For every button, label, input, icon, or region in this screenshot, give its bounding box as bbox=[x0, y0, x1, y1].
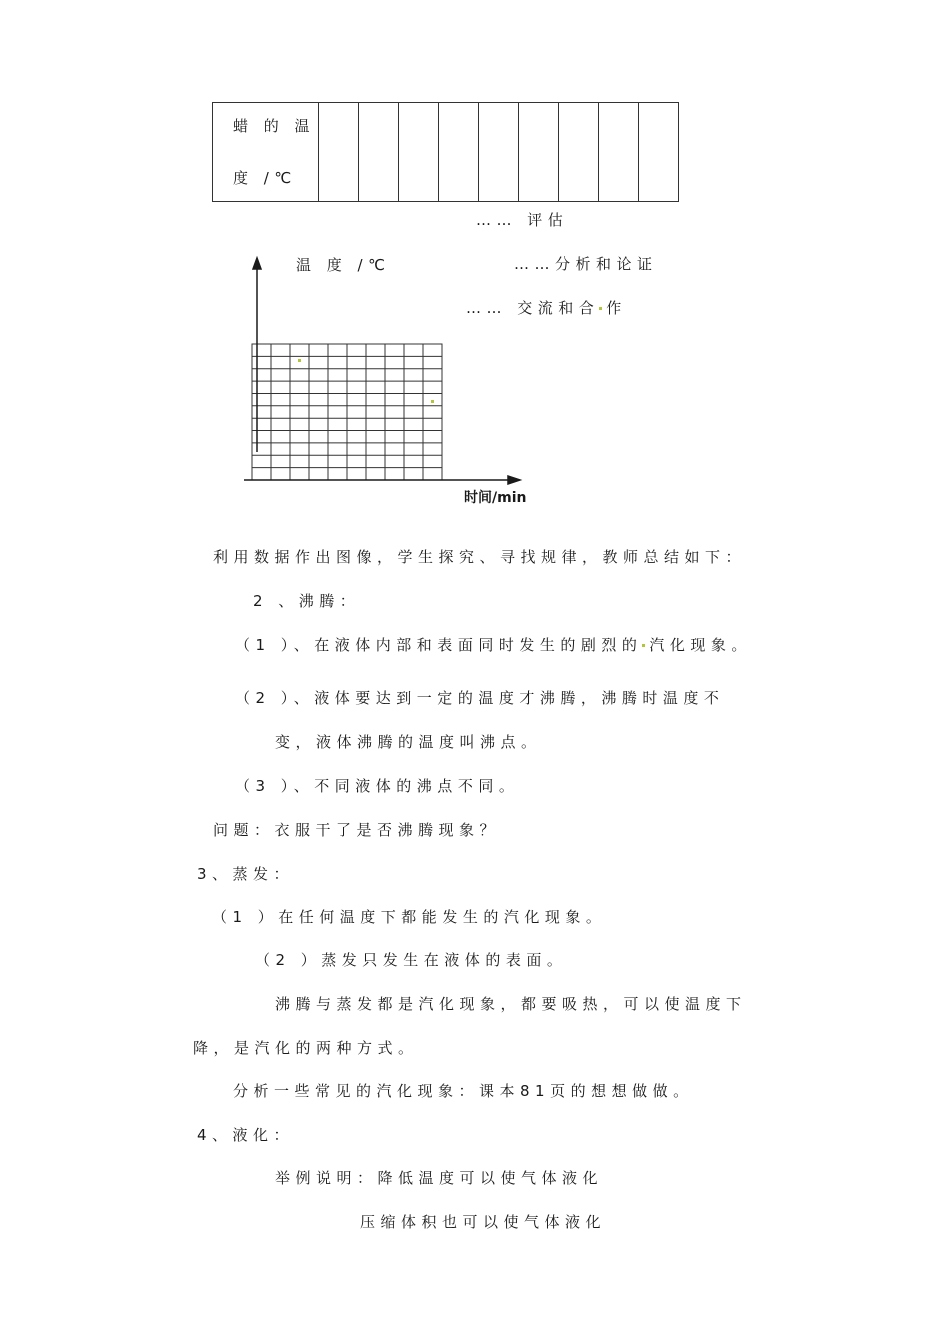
question: 问题：衣服干了是否沸腾现象？ bbox=[213, 821, 501, 839]
boiling-point-2-line-2: 变，液体沸腾的温度叫沸点。 bbox=[275, 733, 542, 751]
boiling-point-2-line-1: （2 ）、液体要达到一定的温度才沸腾，沸腾时温度不 bbox=[235, 689, 725, 707]
boiling-point-3: （3 ）、不同液体的沸点不同。 bbox=[235, 777, 520, 795]
table-cell bbox=[399, 103, 439, 202]
table-cell bbox=[479, 103, 519, 202]
comparison-line-2: 降，是汽化的两种方式。 bbox=[193, 1039, 419, 1057]
table-row bbox=[213, 103, 679, 202]
graph-grid bbox=[252, 344, 442, 480]
evaporation-point-1: （1 ）在任何温度下都能发生的汽化现象。 bbox=[212, 908, 607, 926]
y-axis-arrow bbox=[253, 258, 261, 269]
step-exchange-suffix: 作 bbox=[606, 299, 627, 317]
table-cell bbox=[639, 103, 679, 202]
table-cell bbox=[439, 103, 479, 202]
textbook-activity: 分析一些常见的汽化现象：课本81页的想想做做。 bbox=[233, 1082, 694, 1100]
boiling-point-1 bbox=[235, 635, 752, 655]
paragraph-summary: 利用数据作出图像，学生探究、寻找规律，教师总结如下： bbox=[213, 548, 747, 566]
graph-x-label: 时间/min bbox=[464, 490, 527, 506]
table-cell bbox=[519, 103, 559, 202]
table-cell bbox=[559, 103, 599, 202]
table-header-line-1: 蜡 的 温 bbox=[233, 117, 316, 135]
marker-dot bbox=[642, 644, 645, 647]
liquefaction-example-2: 压缩体积也可以使气体液化 bbox=[360, 1213, 607, 1231]
table-header-line-2: 度 /℃ bbox=[233, 169, 297, 187]
marker-dot bbox=[599, 307, 602, 310]
heading-boiling: 2 、沸腾： bbox=[253, 592, 361, 610]
comparison-line-1: 沸腾与蒸发都是汽化现象，都要吸热，可以使温度下 bbox=[275, 995, 747, 1013]
graph-y-label: 温 度 /℃ bbox=[296, 256, 391, 274]
heading-evaporation: 3、蒸发： bbox=[197, 865, 295, 883]
step-evaluate: …… 评估 bbox=[476, 211, 569, 229]
x-axis-arrow bbox=[508, 476, 520, 484]
heading-liquefaction: 4、液化： bbox=[197, 1126, 295, 1144]
marker-dot bbox=[431, 400, 434, 403]
marker-dot bbox=[298, 359, 301, 362]
wax-temperature-table bbox=[212, 102, 679, 202]
table-cell bbox=[599, 103, 639, 202]
table-cell bbox=[359, 103, 399, 202]
liquefaction-example-1: 举例说明：降低温度可以使气体液化 bbox=[275, 1169, 604, 1187]
temperature-time-graph bbox=[238, 252, 538, 512]
step-exchange-text: …… 交流和合 bbox=[466, 299, 600, 317]
graph-axes bbox=[244, 258, 520, 484]
table-cell bbox=[319, 103, 359, 202]
boiling-point-1-text: （1 ）、在液体内部和表面同时发生的剧烈的 bbox=[235, 636, 643, 654]
boiling-point-1-suffix: 汽化现象。 bbox=[649, 636, 752, 654]
evaporation-point-2: （2 ）蒸发只发生在液体的表面。 bbox=[255, 951, 568, 969]
step-analyze: ……分析和论证 bbox=[514, 255, 658, 273]
table-header-cell bbox=[213, 103, 319, 202]
